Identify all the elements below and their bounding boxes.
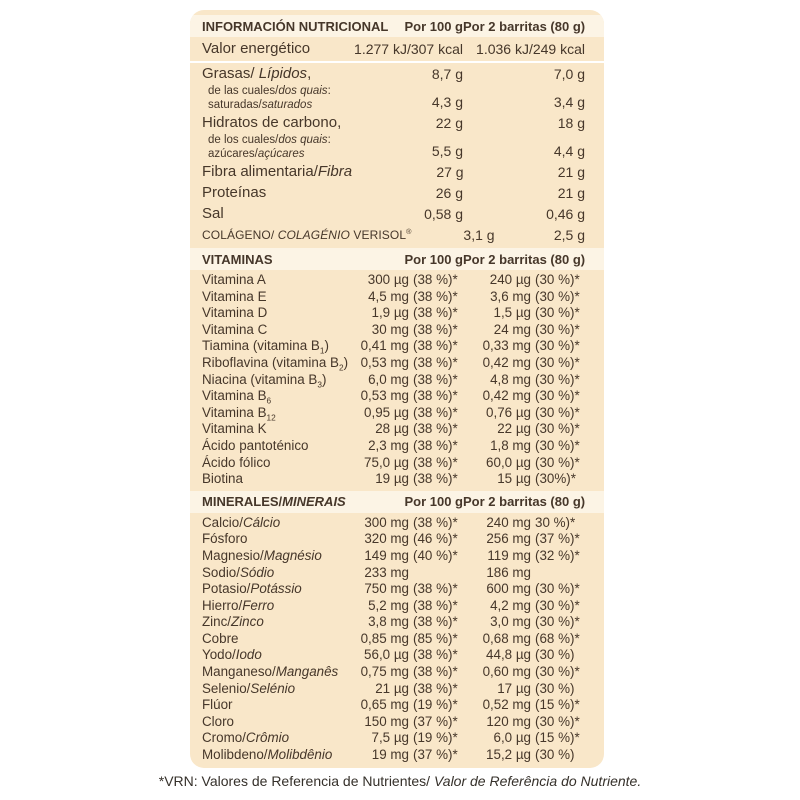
table-row-acido-pantotenico: [190, 438, 604, 455]
value-per-80g-magnesio-amount: 119 mg: [487, 547, 531, 563]
value-per-100g-potasio-percent-vrn: (38 %)*: [413, 581, 458, 597]
value-per-100g-vitamina-b6: [351, 388, 463, 405]
value-per-100g-acido-folico-amount: 75,0 µg: [364, 454, 409, 470]
table-row-valor-energetico: [190, 39, 604, 63]
value-per-80g-cobre-amount: 0,68 mg: [482, 630, 531, 646]
value-per-80g-yodo-amount: 44,8 µg: [486, 647, 531, 663]
label-cloro: Cloro: [202, 713, 234, 729]
value-per-80g-molibdeno-percent-vrn: (30 %): [535, 747, 575, 763]
section-header-minerales: [190, 491, 604, 513]
label-cobre: Cobre: [202, 630, 239, 646]
column-header-per-2-bars-informacion-nutricional: Por 2 barritas (80 g): [463, 18, 586, 34]
value-per-100g-hidratos-de-carbono: [351, 113, 463, 133]
value-per-80g-fibra-amount: 21 g: [557, 164, 585, 180]
value-per-100g-zinc-percent-vrn: (38 %)*: [413, 614, 458, 630]
section-title-vitaminas: VITAMINAS: [202, 251, 273, 267]
value-per-100g-calcio-percent-vrn: (38 %)*: [413, 514, 458, 530]
value-per-80g-vitamina-b6-percent-vrn: (30 %)*: [535, 388, 580, 404]
value-per-100g-yodo: [351, 647, 463, 664]
value-per-100g-molibdeno: [351, 747, 463, 764]
value-per-100g-vitamina-b6-percent-vrn: (38 %)*: [413, 388, 458, 404]
value-per-100g-vitamina-d-amount: 1,9 µg: [371, 305, 409, 321]
value-per-80g-acido-pantotenico-amount: 1,8 mg: [490, 437, 531, 453]
value-per-100g-colageno-verisol: [412, 225, 495, 245]
value-per-80g-colageno-verisol-amount: 2,5 g: [553, 227, 585, 243]
label-vitamina-b12: Vitamina $B_{12}$: [202, 404, 276, 423]
value-per-100g-cloro: [351, 714, 463, 731]
value-per-100g-zinc: [351, 614, 463, 631]
value-per-80g-hidratos-azucares-amount: 4,4 g: [553, 143, 585, 159]
value-per-80g-manganeso: [463, 664, 585, 681]
value-per-100g-vitamina-b6-amount: 0,53 mg: [360, 388, 409, 404]
table-row-manganeso: [190, 664, 604, 681]
value-per-100g-magnesio: [351, 548, 463, 565]
value-per-80g-fosforo: [463, 531, 585, 548]
value-per-100g-cromo: [351, 730, 463, 747]
label-zinc: Zinc/Zinco: [202, 614, 264, 630]
table-row-vitamina-c: [190, 322, 604, 339]
value-per-100g-sodio: [351, 565, 463, 582]
value-per-100g-vitamina-k: [351, 421, 463, 438]
value-per-100g-hidratos-azucares: [351, 141, 463, 161]
value-per-80g-acido-folico-percent-vrn: (30 %)*: [535, 454, 580, 470]
value-per-80g-grasas-saturadas-amount: 3,4 g: [553, 94, 585, 110]
value-per-80g-hidratos-de-carbono: [463, 113, 585, 133]
value-per-100g-cloro-amount: 150 mg: [364, 713, 409, 729]
value-per-100g-biotina-amount: 19 µg: [375, 471, 409, 487]
value-per-80g-vitamina-e-percent-vrn: (30 %)*: [535, 288, 580, 304]
value-per-80g-vitamina-k-percent-vrn: (30 %)*: [535, 421, 580, 437]
value-per-100g-grasas: [351, 64, 463, 84]
value-per-100g-cobre-percent-vrn: (85 %)*: [413, 630, 458, 646]
label-manganeso: Manganeso/Manganês: [202, 664, 339, 680]
value-per-80g-calcio-amount: 240 mg: [486, 514, 531, 530]
value-per-80g-grasas: [463, 64, 585, 84]
value-per-80g-riboflavina-b2: [463, 355, 585, 372]
value-per-80g-vitamina-c: [463, 322, 585, 339]
value-per-80g-tiamina-b1-percent-vrn: (30 %)*: [535, 338, 580, 354]
table-row-vitamina-k: [190, 421, 604, 438]
value-per-80g-valor-energetico-amount: 1.036 kJ/249 kcal: [476, 41, 585, 57]
table-row-biotina: [190, 471, 604, 488]
value-per-100g-vitamina-d: [351, 305, 463, 322]
value-per-80g-acido-folico-amount: 60,0 µg: [486, 454, 531, 470]
value-per-100g-zinc-amount: 3,8 mg: [368, 614, 409, 630]
section-vitaminas: [190, 248, 604, 488]
value-per-80g-vitamina-d-percent-vrn: (30 %)*: [535, 305, 580, 321]
value-per-80g-fosforo-amount: 256 mg: [486, 531, 531, 547]
value-per-100g-acido-pantotenico-percent-vrn: (38 %)*: [413, 437, 458, 453]
table-row-fluor: [190, 697, 604, 714]
label-niacina-b3: Niacina (vitamina $B_3$): [202, 371, 327, 390]
value-per-100g-fluor-percent-vrn: (19 %)*: [413, 697, 458, 713]
table-row-acido-folico: [190, 455, 604, 472]
value-per-100g-valor-energetico-amount: 1.277 kJ/307 kcal: [354, 41, 463, 57]
value-per-100g-biotina: [351, 471, 463, 488]
value-per-100g-riboflavina-b2-percent-vrn: (38 %)*: [413, 354, 458, 370]
label-fosforo: Fósforo: [202, 531, 248, 547]
value-per-80g-selenio-amount: 17 µg: [497, 680, 531, 696]
value-per-100g-calcio-amount: 300 mg: [364, 514, 409, 530]
value-per-100g-vitamina-d-percent-vrn: (38 %)*: [413, 305, 458, 321]
value-per-100g-vitamina-a: [351, 272, 463, 289]
value-per-100g-acido-folico: [351, 455, 463, 472]
label-sodio: Sodio/Sódio: [202, 564, 275, 580]
value-per-100g-hierro: [351, 598, 463, 615]
footnote: [0, 773, 800, 789]
value-per-100g-proteinas-amount: 26 g: [435, 185, 463, 201]
table-row-vitamina-a: [190, 272, 604, 289]
value-per-80g-cloro-percent-vrn: (30 %)*: [535, 713, 580, 729]
table-row-sodio: [190, 565, 604, 582]
value-per-100g-potasio-amount: 750 mg: [364, 581, 409, 597]
value-per-100g-calcio: [351, 515, 463, 532]
value-per-80g-riboflavina-b2-percent-vrn: (30 %)*: [535, 354, 580, 370]
table-row-grasas: [190, 64, 604, 84]
value-per-80g-potasio-amount: 600 mg: [486, 581, 531, 597]
table-row-riboflavina-b2: [190, 355, 604, 372]
value-per-100g-magnesio-amount: 149 mg: [364, 547, 409, 563]
value-per-80g-cobre-percent-vrn: (68 %)*: [535, 630, 580, 646]
label-hierro: Hierro/Ferro: [202, 597, 275, 613]
value-per-80g-zinc-amount: 3,0 mg: [490, 614, 531, 630]
value-per-100g-tiamina-b1-amount: 0,41 mg: [360, 338, 409, 354]
value-per-80g-potasio: [463, 581, 585, 598]
value-per-100g-vitamina-c-amount: 30 mg: [371, 321, 409, 337]
table-row-calcio: [190, 515, 604, 532]
value-per-80g-vitamina-b12-amount: 0,76 µg: [486, 404, 531, 420]
value-per-80g-vitamina-a-percent-vrn: (30 %)*: [535, 272, 580, 287]
value-per-100g-niacina-b3: [351, 372, 463, 389]
value-per-80g-fluor: [463, 697, 585, 714]
label-sal: Sal: [202, 205, 224, 222]
value-per-80g-biotina: [463, 471, 585, 488]
value-per-100g-fibra: [352, 162, 463, 182]
value-per-100g-fluor: [351, 697, 463, 714]
table-row-selenio: [190, 681, 604, 698]
table-row-colageno-verisol: [190, 225, 604, 245]
column-header-per-100g-minerales: Por 100 g: [404, 494, 463, 510]
value-per-80g-grasas-amount: 7,0 g: [553, 66, 585, 82]
value-per-100g-vitamina-b12: [351, 405, 463, 422]
label-vitamina-a: Vitamina A: [202, 272, 266, 287]
value-per-80g-vitamina-b12: [463, 405, 585, 422]
value-per-100g-niacina-b3-percent-vrn: (38 %)*: [413, 371, 458, 387]
section-header-vitaminas: [190, 248, 604, 270]
value-per-80g-vitamina-b6: [463, 388, 585, 405]
value-per-100g-hierro-percent-vrn: (38 %)*: [413, 597, 458, 613]
value-per-80g-valor-energetico: [463, 39, 585, 59]
value-per-100g-vitamina-k-amount: 28 µg: [375, 421, 409, 437]
value-per-100g-manganeso-percent-vrn: (38 %)*: [413, 664, 458, 680]
value-per-80g-niacina-b3-amount: 4,8 mg: [490, 371, 531, 387]
value-per-80g-riboflavina-b2-amount: 0,42 mg: [482, 354, 531, 370]
section-header-informacion-nutricional: [190, 15, 604, 37]
value-per-100g-fosforo-percent-vrn: (46 %)*: [413, 531, 458, 547]
label-valor-energetico: Valor energético: [202, 40, 311, 57]
table-row-cromo: [190, 730, 604, 747]
value-per-80g-colageno-verisol: [495, 225, 585, 245]
value-per-100g-niacina-b3-amount: 6,0 mg: [368, 371, 409, 387]
value-per-100g-vitamina-a-amount: 300 µg: [367, 272, 409, 287]
section-informacion-nutricional: [190, 15, 604, 245]
value-per-80g-vitamina-e: [463, 289, 585, 306]
value-per-80g-tiamina-b1: [463, 338, 585, 355]
label-potasio: Potasio/Potássio: [202, 581, 302, 597]
label-hidratos-de-carbono: Hidratos de carbono,: [202, 114, 342, 131]
value-per-100g-riboflavina-b2-amount: 0,53 mg: [360, 354, 409, 370]
value-per-100g-potasio: [351, 581, 463, 598]
value-per-80g-sodio-amount: 186 mg: [486, 564, 531, 580]
value-per-80g-fluor-percent-vrn: (15 %)*: [535, 697, 580, 713]
column-header-per-2-bars-minerales: Por 2 barritas (80 g): [463, 494, 586, 510]
value-per-80g-vitamina-a: [463, 272, 585, 289]
value-per-80g-cromo: [463, 730, 585, 747]
value-per-80g-sodio: [463, 565, 585, 582]
value-per-80g-yodo: [463, 647, 585, 664]
table-row-yodo: [190, 647, 604, 664]
value-per-80g-manganeso-percent-vrn: (30 %)*: [535, 664, 580, 680]
value-per-100g-vitamina-e: [351, 289, 463, 306]
value-per-100g-acido-pantotenico: [351, 438, 463, 455]
value-per-100g-cromo-percent-vrn: (19 %)*: [413, 730, 458, 746]
value-per-100g-grasas-amount: 8,7 g: [431, 66, 463, 82]
label-tiamina-b1: Tiamina (vitamina $B_1$): [202, 338, 329, 357]
label-vitamina-d: Vitamina D: [202, 305, 268, 321]
label-proteinas: Proteínas: [202, 184, 267, 201]
table-row-zinc: [190, 614, 604, 631]
label-colageno-verisol: COLÁGENO/ COLAGÉNIO VERISOL®: [202, 227, 412, 242]
value-per-80g-cromo-amount: 6,0 µg: [493, 730, 531, 746]
value-per-100g-fibra-amount: 27 g: [436, 164, 464, 180]
value-per-100g-sodio-amount: 233 mg: [364, 564, 409, 580]
value-per-80g-yodo-percent-vrn: (30 %): [535, 647, 575, 663]
value-per-100g-valor-energetico: [351, 39, 463, 59]
table-row-fosforo: [190, 531, 604, 548]
value-per-80g-niacina-b3: [463, 372, 585, 389]
label-riboflavina-b2: Riboflavina (vitamina $B_2$): [202, 354, 349, 373]
value-per-100g-vitamina-c: [351, 322, 463, 339]
value-per-80g-proteinas-amount: 21 g: [557, 185, 585, 201]
section-title-informacion-nutricional: INFORMACIÓN NUTRICIONAL: [202, 18, 389, 34]
value-per-80g-magnesio: [463, 548, 585, 565]
value-per-100g-manganeso: [351, 664, 463, 681]
value-per-100g-selenio-amount: 21 µg: [375, 680, 409, 696]
value-per-100g-magnesio-percent-vrn: (40 %)*: [413, 547, 458, 563]
value-per-80g-magnesio-percent-vrn: (32 %)*: [535, 547, 580, 563]
value-per-100g-acido-folico-percent-vrn: (38 %)*: [413, 454, 458, 470]
label-molibdeno: Molibdeno/Molibdênio: [202, 747, 333, 763]
value-per-80g-calcio-percent-vrn: 30 %)*: [535, 514, 576, 530]
value-per-80g-acido-folico: [463, 455, 585, 472]
label-vitamina-c: Vitamina C: [202, 321, 268, 337]
label-vitamina-k: Vitamina K: [202, 421, 267, 437]
value-per-100g-selenio-percent-vrn: (38 %)*: [413, 680, 458, 696]
value-per-100g-tiamina-b1-percent-vrn: (38 %)*: [413, 338, 458, 354]
value-per-80g-vitamina-k: [463, 421, 585, 438]
value-per-100g-yodo-amount: 56,0 µg: [364, 647, 409, 663]
value-per-80g-biotina-amount: 15 µg: [497, 471, 531, 487]
value-per-100g-proteinas: [351, 183, 463, 203]
value-per-80g-sal: [463, 204, 585, 224]
value-per-80g-potasio-percent-vrn: (30 %)*: [535, 581, 580, 597]
value-per-100g-vitamina-e-percent-vrn: (38 %)*: [413, 288, 458, 304]
table-row-grasas-saturadas: [190, 85, 604, 112]
label-cromo: Cromo/Crômio: [202, 730, 290, 746]
value-per-80g-cromo-percent-vrn: (15 %)*: [535, 730, 580, 746]
label-yodo: Yodo/Iodo: [202, 647, 262, 663]
value-per-80g-vitamina-k-amount: 22 µg: [497, 421, 531, 437]
label-selenio: Selenio/Selénio: [202, 680, 296, 696]
value-per-100g-hierro-amount: 5,2 mg: [368, 597, 409, 613]
value-per-80g-vitamina-d: [463, 305, 585, 322]
value-per-80g-cloro: [463, 714, 585, 731]
value-per-100g-vitamina-b12-percent-vrn: (38 %)*: [413, 404, 458, 420]
value-per-80g-vitamina-b6-amount: 0,42 mg: [482, 388, 531, 404]
value-per-80g-hierro-amount: 4,2 mg: [490, 597, 531, 613]
value-per-100g-vitamina-e-amount: 4,5 mg: [368, 288, 409, 304]
label-grasas: Grasas/ Lípidos,: [202, 65, 312, 82]
table-row-molibdeno: [190, 747, 604, 764]
column-header-per-2-bars-vitaminas: Por 2 barritas (80 g): [463, 251, 586, 267]
value-per-100g-cobre: [351, 631, 463, 648]
value-per-80g-niacina-b3-percent-vrn: (30 %)*: [535, 371, 580, 387]
value-per-100g-sal: [351, 204, 463, 224]
value-per-100g-molibdeno-percent-vrn: (37 %)*: [413, 747, 458, 763]
value-per-100g-cloro-percent-vrn: (37 %)*: [413, 713, 458, 729]
table-row-cloro: [190, 714, 604, 731]
value-per-80g-fosforo-percent-vrn: (37 %)*: [535, 531, 580, 547]
label-fibra: Fibra alimentaria/Fibra: [202, 163, 353, 180]
value-per-100g-molibdeno-amount: 19 mg: [371, 747, 409, 763]
value-per-100g-tiamina-b1: [351, 338, 463, 355]
value-per-80g-sal-amount: 0,46 g: [546, 206, 585, 222]
value-per-100g-selenio: [351, 681, 463, 698]
value-per-100g-vitamina-a-percent-vrn: (38 %)*: [413, 272, 458, 287]
value-per-80g-biotina-percent-vrn: (30%)*: [535, 471, 576, 487]
table-row-tiamina-b1: [190, 338, 604, 355]
label-fluor: Flúor: [202, 697, 233, 713]
value-per-80g-calcio: [463, 515, 585, 532]
value-per-100g-vitamina-k-percent-vrn: (38 %)*: [413, 421, 458, 437]
table-row-hidratos-de-carbono: [190, 113, 604, 133]
value-per-80g-vitamina-c-percent-vrn: (30 %)*: [535, 321, 580, 337]
label-magnesio: Magnesio/Magnésio: [202, 547, 322, 563]
value-per-100g-sal-amount: 0,58 g: [424, 206, 463, 222]
table-row-potasio: [190, 581, 604, 598]
nutrition-panel: [190, 10, 604, 768]
label-hidratos-azucares: de los cuales/dos quais: azúcares/açúcares: [208, 134, 331, 160]
value-per-80g-selenio: [463, 681, 585, 698]
section-minerales: [190, 491, 604, 764]
table-row-vitamina-e: [190, 289, 604, 306]
value-per-100g-colageno-verisol-amount: 3,1 g: [463, 227, 495, 243]
value-per-80g-fluor-amount: 0,52 mg: [482, 697, 531, 713]
value-per-80g-fibra: [464, 162, 585, 182]
value-per-80g-hidratos-azucares: [463, 141, 585, 161]
column-header-per-100g-vitaminas: Por 100 g: [404, 251, 463, 267]
table-row-vitamina-d: [190, 305, 604, 322]
value-per-80g-molibdeno: [463, 747, 585, 764]
footnote-text-pt: Valor de Referência do Nutriente.: [433, 773, 642, 789]
value-per-80g-vitamina-a-amount: 240 µg: [489, 272, 531, 287]
value-per-100g-yodo-percent-vrn: (38 %)*: [413, 647, 458, 663]
table-row-niacina-b3: [190, 372, 604, 389]
value-per-100g-biotina-percent-vrn: (38 %)*: [413, 471, 458, 487]
label-acido-folico: Ácido fólico: [202, 454, 271, 470]
table-row-vitamina-b6: [190, 388, 604, 405]
label-grasas-saturadas: de las cuales/dos quais: saturadas/saturados: [208, 85, 331, 111]
value-per-100g-vitamina-b12-amount: 0,95 µg: [364, 404, 409, 420]
value-per-80g-manganeso-amount: 0,60 mg: [482, 664, 531, 680]
value-per-100g-fluor-amount: 0,65 mg: [360, 697, 409, 713]
value-per-80g-cobre: [463, 631, 585, 648]
table-row-sal: [190, 204, 604, 224]
table-row-cobre: [190, 631, 604, 648]
value-per-80g-selenio-percent-vrn: (30 %): [535, 680, 575, 696]
table-row-magnesio: [190, 548, 604, 565]
column-header-per-100g-informacion-nutricional: Por 100 g: [404, 18, 463, 34]
value-per-100g-hidratos-azucares-amount: 5,5 g: [431, 143, 463, 159]
value-per-80g-molibdeno-amount: 15,2 µg: [486, 747, 531, 763]
value-per-100g-vitamina-c-percent-vrn: (38 %)*: [413, 321, 458, 337]
value-per-100g-grasas-saturadas-amount: 4,3 g: [431, 94, 463, 110]
value-per-100g-acido-pantotenico-amount: 2,3 mg: [368, 437, 409, 453]
value-per-80g-vitamina-c-amount: 24 mg: [493, 321, 531, 337]
label-vitamina-e: Vitamina E: [202, 288, 267, 304]
table-row-vitamina-b12: [190, 405, 604, 422]
value-per-100g-cobre-amount: 0,85 mg: [360, 630, 409, 646]
value-per-80g-hierro-percent-vrn: (30 %)*: [535, 597, 580, 613]
section-title-minerales: MINERALES/MINERAIS: [202, 494, 346, 510]
value-per-100g-grasas-saturadas: [351, 92, 463, 112]
value-per-80g-hidratos-de-carbono-amount: 18 g: [557, 115, 585, 131]
value-per-80g-vitamina-e-amount: 3,6 mg: [490, 288, 531, 304]
value-per-100g-fosforo: [351, 531, 463, 548]
value-per-100g-manganeso-amount: 0,75 mg: [360, 664, 409, 680]
value-per-80g-proteinas: [463, 183, 585, 203]
value-per-80g-cloro-amount: 120 mg: [486, 713, 531, 729]
value-per-80g-tiamina-b1-amount: 0,33 mg: [482, 338, 531, 354]
value-per-80g-vitamina-d-amount: 1,5 µg: [493, 305, 531, 321]
value-per-100g-riboflavina-b2: [351, 355, 463, 372]
table-row-fibra: [190, 162, 604, 182]
table-row-hierro: [190, 598, 604, 615]
label-calcio: Calcio/Cálcio: [202, 514, 281, 530]
value-per-100g-fosforo-amount: 320 mg: [364, 531, 409, 547]
value-per-80g-zinc-percent-vrn: (30 %)*: [535, 614, 580, 630]
label-biotina: Biotina: [202, 471, 243, 487]
value-per-100g-cromo-amount: 7,5 µg: [371, 730, 409, 746]
value-per-80g-vitamina-b12-percent-vrn: (30 %)*: [535, 404, 580, 420]
value-per-100g-hidratos-de-carbono-amount: 22 g: [435, 115, 463, 131]
table-row-proteinas: [190, 183, 604, 203]
value-per-80g-acido-pantotenico: [463, 438, 585, 455]
value-per-80g-acido-pantotenico-percent-vrn: (30 %)*: [535, 437, 580, 453]
value-per-80g-zinc: [463, 614, 585, 631]
footnote-text-es: *VRN: Valores de Referencia de Nutrientes/: [158, 773, 434, 789]
value-per-80g-hierro: [463, 598, 585, 615]
label-acido-pantotenico: Ácido pantoténico: [202, 437, 309, 453]
table-row-hidratos-azucares: [190, 134, 604, 161]
value-per-80g-grasas-saturadas: [463, 92, 585, 112]
label-vitamina-b6: Vitamina $B_6$: [202, 388, 272, 406]
